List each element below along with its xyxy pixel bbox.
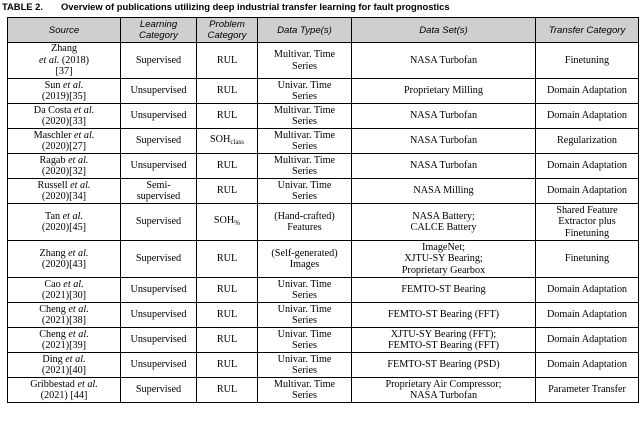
cell-data-types: Multivar. Time Series (258, 154, 352, 179)
cell-transfer-category: Finetuning (536, 43, 639, 79)
cell-data-sets: NASA Turbofan (352, 43, 536, 79)
cell-learning-category: Unsupervised (121, 79, 197, 104)
cell-data-types: Univar. Time Series (258, 303, 352, 328)
cell-data-sets: FEMTO-ST Bearing (352, 278, 536, 303)
cell-data-types: Univar. Time Series (258, 278, 352, 303)
cell-source: Cheng et al. (2021)[39] (8, 328, 121, 353)
table-row (8, 303, 639, 328)
cell-data-sets: XJTU-SY Bearing (FFT); FEMTO-ST Bearing (FFT) (352, 328, 536, 353)
cell-learning-category: Unsupervised (121, 303, 197, 328)
cell-data-sets: FEMTO-ST Bearing (PSD) (352, 353, 536, 378)
cell-learning-category: Supervised (121, 129, 197, 154)
cell-problem-category: RUL (197, 104, 258, 129)
table-row (8, 278, 639, 303)
table-row (8, 79, 639, 104)
cell-transfer-category: Parameter Transfer (536, 378, 639, 403)
cell-source: Cao et al. (2021)[30] (8, 278, 121, 303)
cell-learning-category: Unsupervised (121, 104, 197, 129)
cell-data-sets: NASA Turbofan (352, 154, 536, 179)
cell-learning-category: Supervised (121, 378, 197, 403)
cell-learning-category: Unsupervised (121, 353, 197, 378)
table-row (8, 204, 639, 241)
table-title: Overview of publications utilizing deep industrial transfer learning for fault prognostics (60, 1, 450, 12)
cell-problem-category: $SOH_{\%}$ (197, 204, 258, 241)
cell-source: Gribbestad et al. (2021) [44] (8, 378, 121, 403)
cell-data-sets: NASA Turbofan (352, 104, 536, 129)
cell-learning-category: Supervised (121, 43, 197, 79)
table-row (8, 241, 639, 278)
cell-source: Da Costa et al. (2020)[33] (8, 104, 121, 129)
cell-problem-category: RUL (197, 378, 258, 403)
cell-data-types: Multivar. Time Series (258, 43, 352, 79)
cell-data-types: (Hand-crafted) Features (258, 204, 352, 241)
cell-source: Zhang et al. (2018) [37] (8, 43, 121, 79)
cell-problem-category: RUL (197, 303, 258, 328)
table-row (8, 154, 639, 179)
cell-problem-category: RUL (197, 278, 258, 303)
cell-data-types: Univar. Time Series (258, 79, 352, 104)
cell-transfer-category: Domain Adaptation (536, 79, 639, 104)
header-source: Source (8, 18, 121, 43)
cell-problem-category: RUL (197, 179, 258, 204)
header-data-sets: Data Set(s) (352, 18, 536, 43)
header-row (8, 18, 639, 43)
cell-data-types: Multivar. Time Series (258, 378, 352, 403)
cell-source: Ding et al. (2021)[40] (8, 353, 121, 378)
cell-data-sets: ImageNet; XJTU-SY Bearing; Proprietary Gearbox (352, 241, 536, 278)
cell-source: Russell et al. (2020)[34] (8, 179, 121, 204)
cell-source: Maschler et al. (2020)[27] (8, 129, 121, 154)
cell-data-sets: NASA Battery; CALCE Battery (352, 204, 536, 241)
header-transfer-category: Transfer Category (536, 18, 639, 43)
cell-data-sets: NASA Milling (352, 179, 536, 204)
cell-transfer-category: Shared Feature Extractor plus Finetuning (536, 204, 639, 241)
cell-transfer-category: Regularization (536, 129, 639, 154)
cell-problem-category: $SOH_{class}$ (197, 129, 258, 154)
cell-transfer-category: Domain Adaptation (536, 303, 639, 328)
cell-transfer-category: Domain Adaptation (536, 104, 639, 129)
cell-learning-category: Supervised (121, 241, 197, 278)
cell-transfer-category: Finetuning (536, 241, 639, 278)
header-problem-category: Problem Category (197, 18, 258, 43)
table-row (8, 328, 639, 353)
cell-source: Ragab et al. (2020)[32] (8, 154, 121, 179)
cell-data-types: Multivar. Time Series (258, 104, 352, 129)
cell-data-sets: Proprietary Milling (352, 79, 536, 104)
header-learning-category: Learning Category (121, 18, 197, 43)
table-label: TABLE 2. (2, 1, 43, 12)
cell-data-types: Univar. Time Series (258, 179, 352, 204)
cell-source: Tan et al. (2020)[45] (8, 204, 121, 241)
cell-data-types: Univar. Time Series (258, 328, 352, 353)
table-row (8, 43, 639, 79)
cell-problem-category: RUL (197, 353, 258, 378)
cell-transfer-category: Domain Adaptation (536, 154, 639, 179)
table-row (8, 104, 639, 129)
table-caption (2, 0, 638, 14)
cell-transfer-category: Domain Adaptation (536, 179, 639, 204)
cell-transfer-category: Domain Adaptation (536, 278, 639, 303)
cell-learning-category: Supervised (121, 204, 197, 241)
cell-data-sets: Proprietary Air Compressor; NASA Turbofan (352, 378, 536, 403)
cell-learning-category: Unsupervised (121, 278, 197, 303)
cell-learning-category: Unsupervised (121, 328, 197, 353)
cell-source: Zhang et al. (2020)[43] (8, 241, 121, 278)
cell-problem-category: RUL (197, 328, 258, 353)
cell-problem-category: RUL (197, 154, 258, 179)
cell-problem-category: RUL (197, 79, 258, 104)
cell-transfer-category: Domain Adaptation (536, 328, 639, 353)
table-row (8, 353, 639, 378)
cell-source: Sun et al. (2019)[35] (8, 79, 121, 104)
cell-learning-category: Semi- supervised (121, 179, 197, 204)
cell-data-types: Multivar. Time Series (258, 129, 352, 154)
cell-learning-category: Unsupervised (121, 154, 197, 179)
cell-transfer-category: Domain Adaptation (536, 353, 639, 378)
table-row (8, 129, 639, 154)
cell-data-types: Univar. Time Series (258, 353, 352, 378)
cell-data-types: (Self-generated) Images (258, 241, 352, 278)
table-row (8, 378, 639, 403)
cell-problem-category: RUL (197, 241, 258, 278)
table-row (8, 179, 639, 204)
cell-problem-category: RUL (197, 43, 258, 79)
cell-source: Cheng et al. (2021)[38] (8, 303, 121, 328)
publications-table (7, 17, 639, 403)
header-data-types: Data Type(s) (258, 18, 352, 43)
cell-data-sets: FEMTO-ST Bearing (FFT) (352, 303, 536, 328)
cell-data-sets: NASA Turbofan (352, 129, 536, 154)
